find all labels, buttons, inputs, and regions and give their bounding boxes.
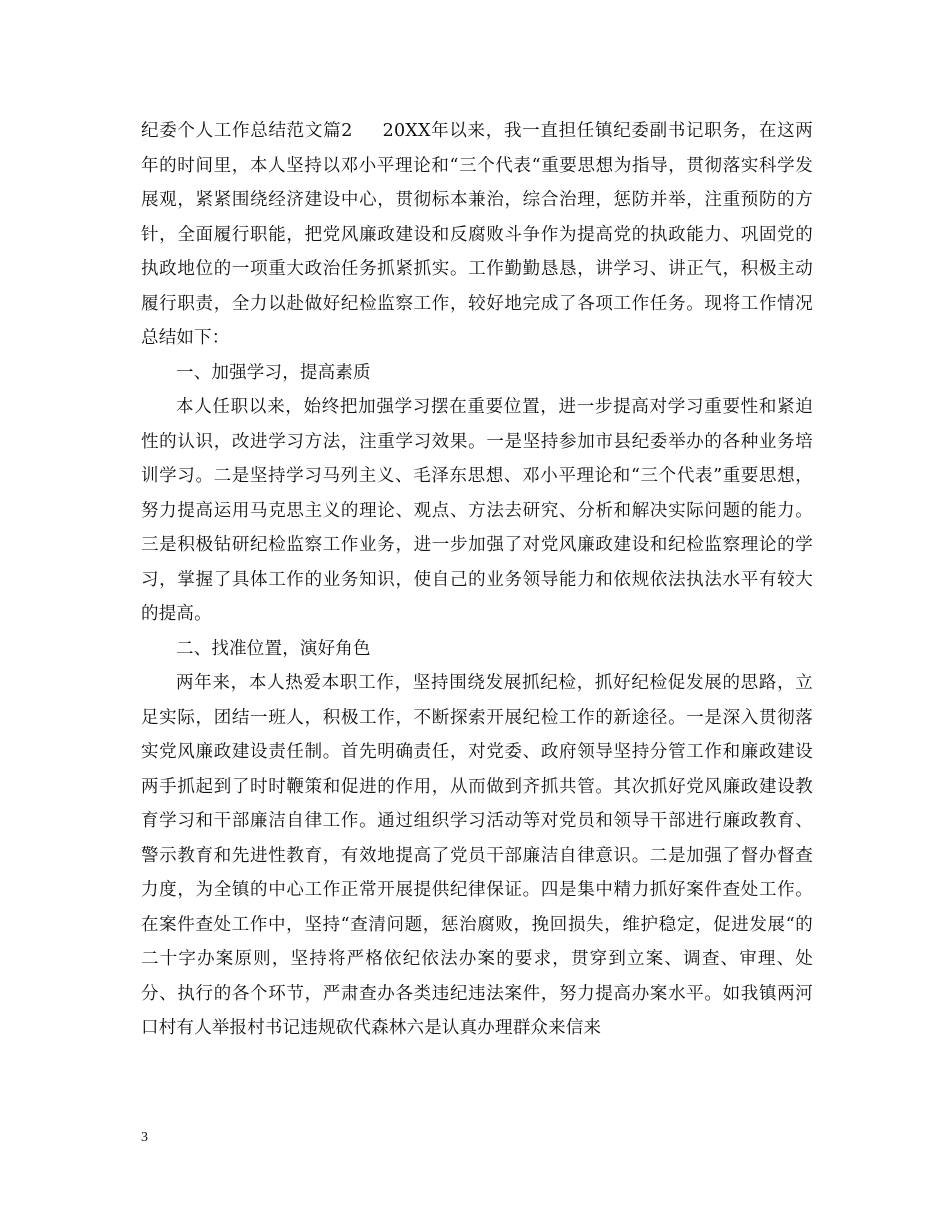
section1-heading: 一、加强学习，提高素质 [176, 362, 371, 383]
section2-heading: 二、找准位置，演好角色 [176, 638, 371, 659]
page-number: 3 [141, 1130, 148, 1145]
section1-body: 本人任职以来，始终把加强学习摆在重要位置，进一步提高对学习重要性和紧迫性的认识，改进学习方法，注重学习效果。一是坚持参加市县纪委举办的各种业务培训学习。二是坚持学习马列主义、毛泽东思想、邓小平理论和“三个代表”重要思想，努力提高运用马克思主义的理论、观点、方法去研究、分析和解决实际问题的能力。三是积极钻研纪检监察工作业务，进一步加强了对党风廉政建设和纪检监察理论的学习，掌握了具体工作的业务知识，使自己的业务领导能力和依规依法执法水平有较大的提高。 [141, 397, 813, 624]
intro-text: 20XX年以来，我一直担任镇纪委副书记职务，在这两年的时间里，本人坚持以邓小平理论和“三个代表“重要思想为指导，贯彻落实科学发展观，紧紧围绕经济建设中心，贯彻标本兼治，综合治理，惩防并举，注重预防的方针，全面履行职能，把党风廉政建设和反腐败斗争作为提高党的执政能力、巩固党的执政地位的一项重大政治任务抓紧抓实。工作勤勤恳恳，讲学习、讲正气，积极主动履行职责，全力以赴做好纪检监察工作，较好地完成了各项工作任务。现将工作情况总结如下： [141, 121, 813, 348]
document-body [141, 114, 813, 1046]
intro-paragraph [141, 114, 813, 356]
document-title: 纪委个人工作总结范文篇2 [141, 121, 353, 141]
section2-body: 两年来，本人热爱本职工作，坚持围绕发展抓纪检，抓好纪检促发展的思路，立足实际，团结一班人，积极工作，不断探索开展纪检工作的新途径。一是深入贯彻落实党风廉政建设责任制。首先明确责任，对党委、政府领导坚持分管工作和廉政建设两手抓起到了时时鞭策和促进的作用，从而做到齐抓共管。其次抓好党风廉政建设教育学习和干部廉洁自律工作。通过组织学习活动等对党员和领导干部进行廉政教育、警示教育和先进性教育，有效地提高了党员干部廉洁自律意识。二是加强了督办督查力度，为全镇的中心工作正常开展提供纪律保证。四是集中精力抓好案件查处工作。在案件查处工作中，坚持“查清问题，惩治腐败，挽回损失，维护稳定，促进发展“的二十字办案原则，坚持将严格依纪依法办案的要求，贯穿到立案、调查、审理、处分、执行的各个环节，严肃查办各类违纪违法案件，努力提高办案水平。如我镇两河口村有人举报村书记违规砍代森林六是认真办理群众来信来 [141, 673, 813, 1038]
